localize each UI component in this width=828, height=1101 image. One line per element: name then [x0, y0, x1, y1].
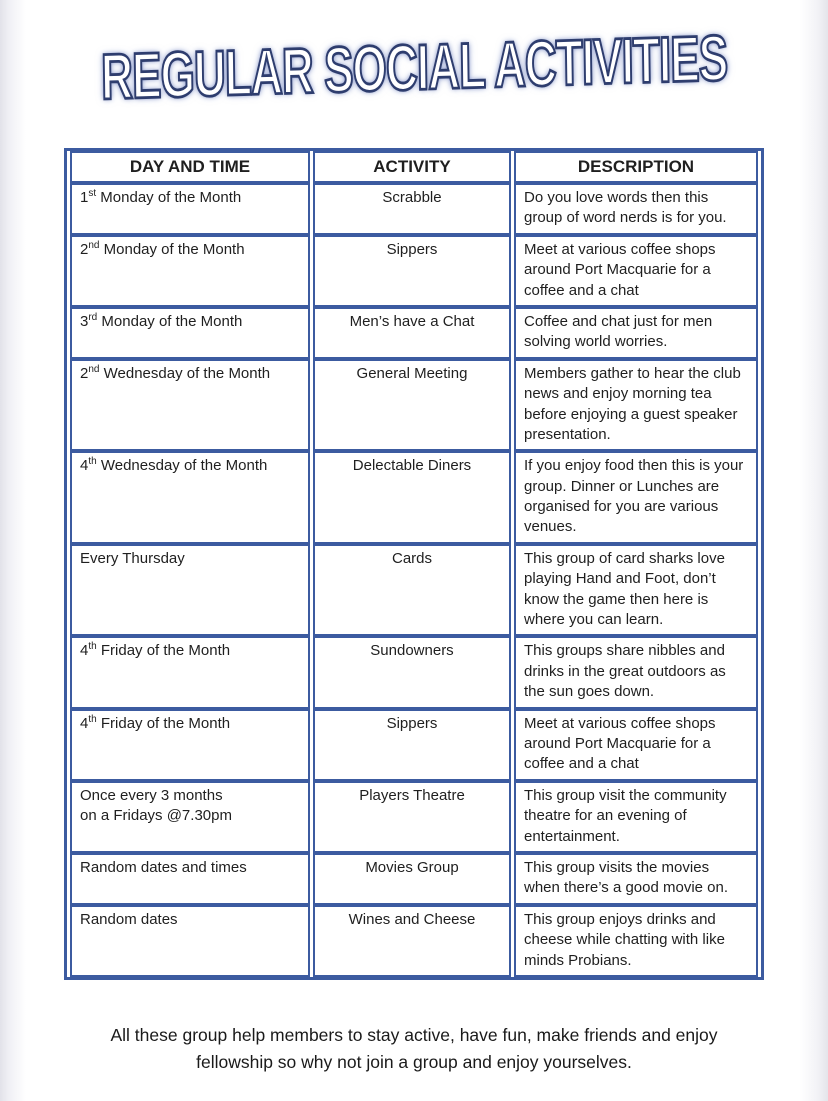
- activity-cell: Players Theatre: [313, 781, 511, 853]
- day-cell: [70, 709, 310, 781]
- activities-table-wrapper: [64, 148, 764, 980]
- col-header-day-and-time: DAY AND TIME: [70, 151, 310, 183]
- table-row: [70, 544, 758, 637]
- footer-note: All these group help members to stay active, have fun, make friends and enjoy fellowship so why not join a group and enjoy yourselves.: [110, 1024, 718, 1073]
- description-cell: This groups share nibbles and drinks in the great outdoors as the sun goes down.: [514, 636, 758, 708]
- activity-cell: Sippers: [313, 709, 511, 781]
- day-cell: [70, 235, 310, 307]
- table-row: [70, 235, 758, 307]
- day-cell: [70, 905, 310, 977]
- day-text: Every Thursday: [80, 549, 185, 567]
- day-cell: [70, 451, 310, 544]
- day-text: Once every 3 months: [80, 786, 223, 804]
- description-cell: If you enjoy food then this is your group. Dinner or Lunches are organised for you are various venues.: [514, 451, 758, 544]
- day-text: Wednesday of the Month: [96, 457, 268, 475]
- description-cell: Meet at various coffee shops around Port Macquarie for a coffee and a chat: [514, 235, 758, 307]
- activity-cell: Delectable Diners: [313, 451, 511, 544]
- activity-cell: Men’s have a Chat: [313, 307, 511, 359]
- day-text: Monday of the Month: [97, 312, 243, 330]
- description-cell: This group visit the community theatre for an evening of entertainment.: [514, 781, 758, 853]
- table-row: [70, 709, 758, 781]
- day-cell: [70, 307, 310, 359]
- description-cell: Do you love words then this group of word nerds is for you.: [514, 183, 758, 235]
- day-cell: [70, 636, 310, 708]
- description-cell: This group enjoys drinks and cheese while chatting with like minds Probians.: [514, 905, 758, 977]
- activity-cell: Sippers: [313, 235, 511, 307]
- day-ordinal: 4: [80, 457, 89, 475]
- description-cell: This group visits the movies when there’s a good movie on.: [514, 853, 758, 905]
- activity-cell: Wines and Cheese: [313, 905, 511, 977]
- header-row: [70, 151, 758, 183]
- day-text: Monday of the Month: [99, 240, 245, 258]
- day-ordinal-suffix: th: [88, 456, 97, 468]
- day-cell: [70, 359, 310, 452]
- day-text: Random dates: [80, 910, 178, 928]
- day-text: Friday of the Month: [96, 714, 231, 732]
- day-ordinal: 2: [80, 240, 89, 258]
- day-ordinal: 2: [80, 364, 89, 382]
- table-row: [70, 307, 758, 359]
- description-cell: Members gather to hear the club news and enjoy morning tea before enjoying a guest speaker presentation.: [514, 359, 758, 452]
- day-ordinal-suffix: st: [88, 188, 97, 199]
- day-ordinal: 4: [80, 714, 89, 732]
- day-ordinal: 3: [80, 312, 89, 330]
- day-ordinal-suffix: nd: [88, 239, 100, 251]
- activity-cell: Movies Group: [313, 853, 511, 905]
- day-text-line2: on a Fridays @7.30pm: [80, 807, 232, 825]
- col-header-activity: ACTIVITY: [313, 151, 511, 183]
- day-ordinal-suffix: th: [88, 713, 97, 725]
- description-cell: This group of card sharks love playing Hand and Foot, don’t know the game then here is where you can learn.: [514, 544, 758, 637]
- day-text: Friday of the Month: [96, 642, 231, 660]
- day-ordinal-suffix: rd: [88, 311, 98, 323]
- day-ordinal-suffix: nd: [88, 363, 100, 375]
- table-row: [70, 905, 758, 977]
- day-text: Wednesday of the Month: [99, 364, 271, 382]
- day-cell: [70, 544, 310, 637]
- table-row: [70, 636, 758, 708]
- day-text: Random dates and times: [80, 858, 247, 876]
- activity-cell: Cards: [313, 544, 511, 637]
- page-header: [0, 21, 828, 113]
- day-cell: [70, 853, 310, 905]
- table-row: [70, 183, 758, 235]
- description-cell: Coffee and chat just for men solving world worries.: [514, 307, 758, 359]
- day-ordinal: 1: [80, 189, 89, 206]
- table-row: [70, 359, 758, 452]
- activity-cell: Sundowners: [313, 636, 511, 708]
- page-title: REGULAR SOCIAL ACTIVITIES: [100, 21, 728, 113]
- day-ordinal: 4: [80, 642, 89, 660]
- col-header-description: DESCRIPTION: [514, 151, 758, 183]
- table-row: [70, 853, 758, 905]
- activities-table: [67, 151, 761, 977]
- table-row: [70, 451, 758, 544]
- day-cell: [70, 183, 310, 235]
- table-row: [70, 781, 758, 853]
- day-cell: [70, 781, 310, 853]
- activity-cell: General Meeting: [313, 359, 511, 452]
- day-text: Monday of the Month: [96, 189, 242, 206]
- description-cell: Meet at various coffee shops around Port Macquarie for a coffee and a chat: [514, 709, 758, 781]
- day-ordinal-suffix: th: [88, 641, 97, 653]
- activity-cell: Scrabble: [313, 183, 511, 235]
